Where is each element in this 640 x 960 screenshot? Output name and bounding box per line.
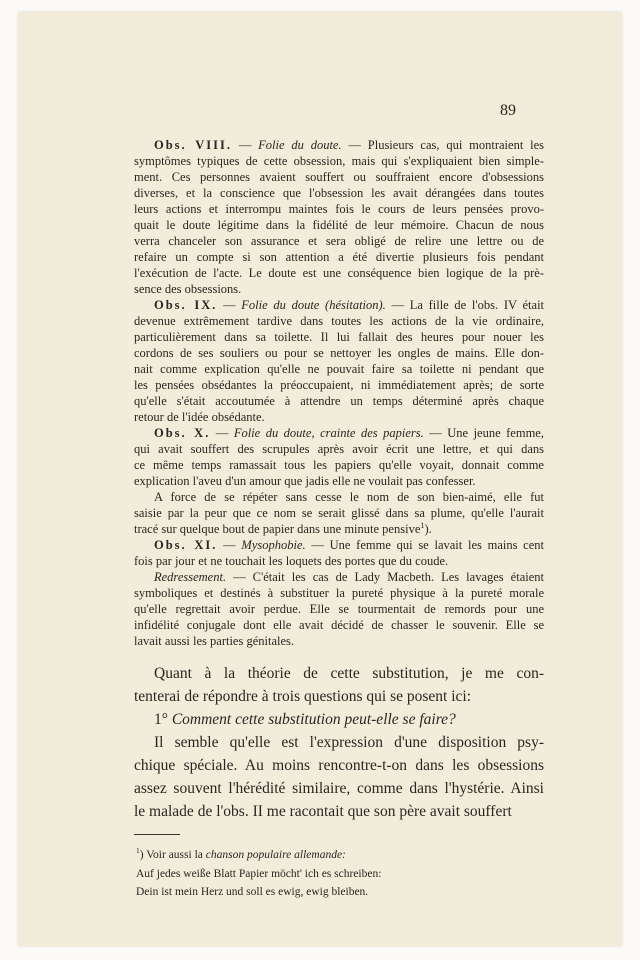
text-line bbox=[134, 329, 544, 345]
italic-text: Mysophobie. bbox=[241, 538, 306, 552]
text-line bbox=[134, 137, 544, 153]
text-run: assez souvent l'hérédité similaire, comme dans l'hystérie. Ainsi bbox=[134, 780, 544, 797]
text-line bbox=[134, 457, 544, 473]
text-line bbox=[134, 708, 544, 731]
text-line bbox=[134, 441, 544, 457]
text-run: devenue extrêmement tardive dans toutes les actions de la vie ordinaire, bbox=[134, 314, 544, 328]
text-run: — bbox=[232, 138, 259, 152]
text-run: nait comme explication qu'elle ne pouvait faire sa toilette ni pendant que bbox=[134, 362, 544, 376]
text-run: 1° bbox=[154, 711, 172, 728]
text-run: sence des obsessions. bbox=[134, 282, 242, 296]
text-line bbox=[134, 473, 544, 489]
text-run: ) Voir aussi la bbox=[139, 849, 206, 861]
text-line bbox=[134, 185, 544, 201]
text-line bbox=[134, 569, 544, 585]
italic-text: Folie du doute. bbox=[258, 138, 342, 152]
observations-section bbox=[134, 137, 544, 649]
text-run: ce même temps ramassait tous les papiers qu'elle voyait, donnait comme bbox=[134, 458, 544, 472]
footnote-marker: 1 bbox=[420, 520, 425, 530]
text-line bbox=[134, 585, 544, 601]
text-line bbox=[134, 731, 544, 754]
observation-label: Obs. IX. bbox=[154, 298, 218, 312]
text-run: Quant à la théorie de cette substitution, je me con- bbox=[154, 665, 544, 682]
paragraph bbox=[134, 708, 544, 731]
text-run: chique spéciale. Au moins rencontre-t-on dans les obsessions bbox=[134, 757, 544, 774]
text-line bbox=[134, 345, 544, 361]
observation-label: Obs. VIII. bbox=[154, 138, 233, 152]
italic-text: Redressement. bbox=[154, 570, 227, 584]
text-line bbox=[134, 617, 544, 633]
text-run: — Une femme qui se lavait les mains cent bbox=[305, 538, 545, 552]
text-run: lavait aussi les parties génitales. bbox=[134, 634, 295, 648]
observation-label: Obs. X. bbox=[154, 426, 211, 440]
text-line bbox=[134, 409, 544, 425]
text-line bbox=[134, 754, 544, 777]
text-run: quait le doute légitime dans la fidélité de leur mémoire. Chacun de nous bbox=[134, 218, 544, 232]
footnote-rule bbox=[134, 834, 180, 835]
paragraph bbox=[134, 137, 544, 297]
text-line bbox=[134, 553, 544, 569]
text-line bbox=[134, 685, 544, 708]
text-run: qu'elle regrettait avoir perdue. Elle se tourmentait de remords pour une bbox=[134, 602, 544, 616]
text-line bbox=[134, 633, 544, 649]
text-line bbox=[134, 489, 544, 505]
text-line bbox=[134, 233, 544, 249]
text-line bbox=[134, 377, 544, 393]
text-line bbox=[134, 361, 544, 377]
text-run: symboliques et destinés à substituer la pureté physique à la pureté morale bbox=[134, 586, 544, 600]
text-run: Auf jedes weiße Blatt Papier möcht' ich es schreiben: bbox=[136, 867, 382, 880]
text-run: les pensées obsédantes la préoccupaient, ni immédiatement après; de sorte bbox=[134, 378, 544, 392]
text-run: diverses, et la conscience que l'obsession les avait dérangées dans toutes bbox=[134, 186, 544, 200]
text-line bbox=[134, 537, 544, 553]
observation-label: Obs. XI. bbox=[154, 538, 218, 552]
text-run: explication l'aveu d'un amour que jadis elle ne voulait pas confesser. bbox=[134, 474, 476, 488]
page-number: 89 bbox=[500, 102, 516, 119]
paragraph bbox=[134, 569, 544, 649]
footnote-line bbox=[136, 865, 546, 884]
text-line bbox=[134, 777, 544, 800]
text-line bbox=[134, 393, 544, 409]
text-run: ). bbox=[424, 522, 432, 536]
main-text-section bbox=[134, 662, 544, 823]
text-line bbox=[134, 662, 544, 685]
footnote-marker: 1 bbox=[136, 846, 140, 856]
text-run: ment. Ces personnes avaient souffert ou souffraient encore d'obsessions bbox=[134, 170, 544, 184]
text-run: — Plusieurs cas, qui montraient les bbox=[341, 138, 545, 152]
footnotes-section bbox=[136, 846, 546, 902]
italic-text: Comment cette substitution peut-elle se faire? bbox=[171, 711, 456, 728]
text-run: tenterai de répondre à trois questions qui se posent ici: bbox=[134, 688, 472, 705]
paragraph bbox=[134, 425, 544, 489]
text-line bbox=[134, 169, 544, 185]
text-run: particulièrement dans sa toilette. Il lui fallait des heures pour nouer les bbox=[134, 330, 544, 344]
text-run: saisie par la peur que ce nom se serait glissé dans sa plume, qu'elle l'aurait bbox=[134, 506, 544, 520]
text-run: l'exécution de l'acte. Le doute est une conséquence bien logique de la prè- bbox=[134, 266, 544, 280]
text-line bbox=[134, 800, 544, 823]
text-line bbox=[134, 521, 544, 537]
text-line bbox=[134, 153, 544, 169]
text-run: leurs actions et interrompu maintes fois le cours de leurs pensées provo- bbox=[134, 202, 544, 216]
text-line bbox=[134, 297, 544, 313]
text-run: fois par jour et ne touchait les loquets des portes que du coude. bbox=[134, 554, 449, 568]
text-run: Il semble qu'elle est l'expression d'une disposition psy- bbox=[154, 734, 544, 751]
text-run: — Une jeune femme, bbox=[423, 426, 544, 440]
text-line bbox=[134, 249, 544, 265]
text-run: — C'était les cas de Lady Macbeth. Les lavages étaient bbox=[226, 570, 544, 584]
text-line bbox=[134, 601, 544, 617]
text-run: — bbox=[217, 538, 242, 552]
text-run: — La fille de l'obs. IV était bbox=[385, 298, 545, 312]
text-run: qu'elle s'était accoutumée à attendre un temps déterminé après chaque bbox=[134, 394, 544, 408]
text-line bbox=[134, 217, 544, 233]
italic-text: chanson populaire allemande: bbox=[205, 849, 346, 861]
text-line bbox=[134, 265, 544, 281]
book-page bbox=[18, 12, 622, 946]
text-line bbox=[134, 425, 544, 441]
text-run: — bbox=[210, 426, 234, 440]
text-run: cordons de ses souliers ou pour se nettoyer les ongles de mains. Elle don- bbox=[134, 346, 544, 360]
text-line bbox=[134, 201, 544, 217]
text-run: infidélité conjugale dont elle avait décidé de chasser le souvenir. Elle se bbox=[134, 618, 544, 632]
text-run: retour de l'idée obsédante. bbox=[134, 410, 265, 424]
text-line bbox=[134, 313, 544, 329]
footnote-line bbox=[136, 883, 546, 902]
text-run: verra chanceler son assurance et sera obligé de relire une lettre ou de bbox=[134, 234, 544, 248]
paragraph bbox=[134, 662, 544, 708]
text-run: — bbox=[217, 298, 242, 312]
footnote-line bbox=[136, 846, 546, 865]
italic-text: Folie du doute (hésitation). bbox=[241, 298, 386, 312]
text-run: tracé sur quelque bout de papier dans une minute pensive bbox=[134, 522, 421, 536]
text-run: qui avait souffert des scrupules après avoir écrit une lettre, et qui dans bbox=[134, 442, 544, 456]
paragraph bbox=[134, 731, 544, 823]
paragraph bbox=[134, 537, 544, 569]
text-line bbox=[134, 505, 544, 521]
text-run: Dein ist mein Herz und soll es ewig, ewig bleiben. bbox=[136, 886, 369, 898]
text-run: refaire un compte si son attention a été divertie plusieurs fois pendant bbox=[134, 250, 544, 264]
text-run: le malade de l'obs. II me racontait que son père avait souffert bbox=[134, 803, 512, 820]
paragraph bbox=[134, 297, 544, 425]
italic-text: Folie du doute, crainte des papiers. bbox=[233, 426, 424, 440]
paragraph bbox=[134, 489, 544, 537]
text-run: A force de se répéter sans cesse le nom de son bien-aimé, elle fut bbox=[154, 490, 544, 504]
text-line bbox=[134, 281, 544, 297]
text-run: symptômes typiques de cette obsession, mais qui s'expliquaient bien simple- bbox=[134, 154, 544, 168]
